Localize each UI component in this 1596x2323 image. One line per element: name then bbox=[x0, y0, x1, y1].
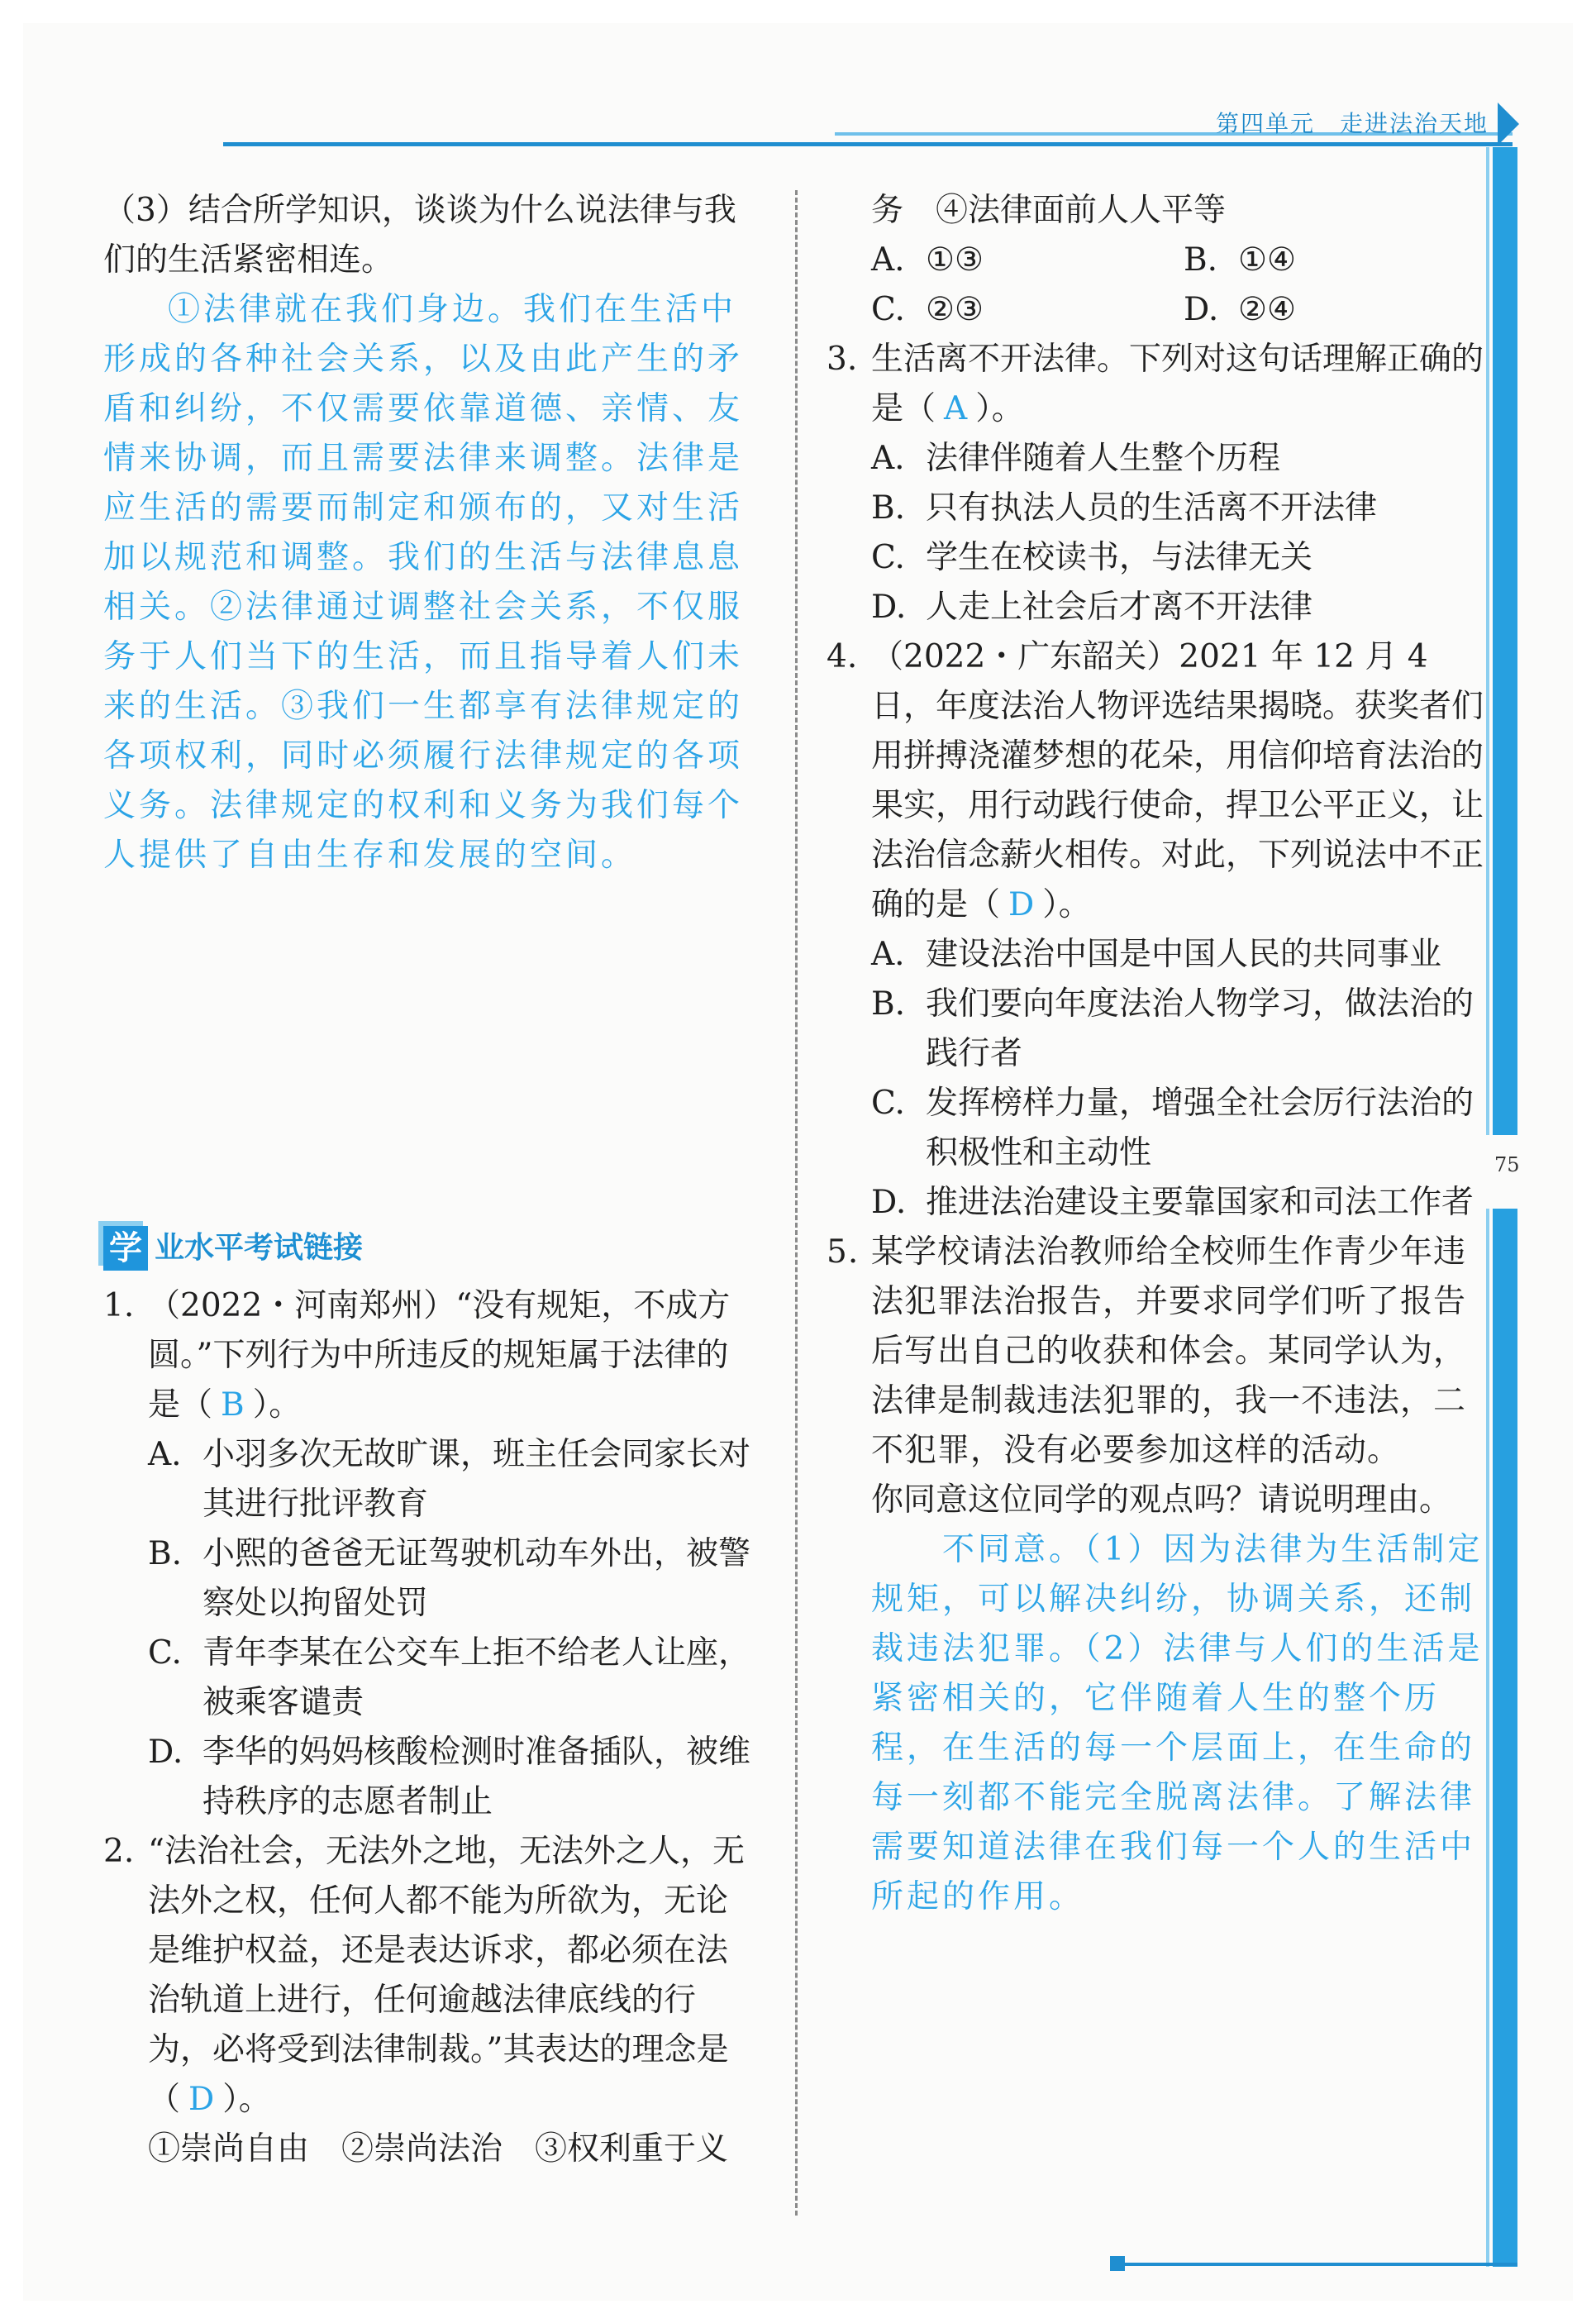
option: A. ①③ bbox=[871, 241, 984, 279]
side-bar bbox=[1493, 147, 1517, 1135]
question-3-answer: ①法律就在我们身边。我们在生活中形成的各种社会关系，以及由此产生的矛盾和纠纷，不仅需要依靠道德、亲情、友情来协调，而且需要法律来调整。法律是应生活的需要而制定和颁布的，又对生活加以规范和调整。我们的生活与法律息息相关。②法律通过调整社会关系，不仅服务于人们当下的生活，而且指导着人们未来的生活。③我们一生都享有法律规定的各项权利，同时必须履行法律规定的各项义务。法律规定的权利和义务为我们每个人提供了自由生存和发展的空间。 bbox=[103, 291, 744, 874]
question-5-prompt: 你同意这位同学的观点吗？请说明理由。 bbox=[871, 1481, 1452, 1519]
question-5-answer-wrap bbox=[827, 1525, 1496, 1922]
option-row bbox=[827, 236, 1496, 285]
option: A. 建设法治中国是中国人民的共同事业 bbox=[871, 936, 1442, 973]
right-column bbox=[827, 186, 1496, 1922]
option: B. 只有执法人员的生活离不开法律 bbox=[871, 489, 1378, 527]
header-arrow-icon bbox=[1498, 103, 1519, 145]
option: D. 推进法治建设主要靠国家和司法工作者 bbox=[871, 1184, 1475, 1221]
question-5-answer: 不同意。（1）因为法律为生活制定规矩，可以解决纠纷，协调关系，还制裁违法犯罪。（2）法律与人们的生活是紧密相关的，它伴随着人生的整个历程，在生活的每一个层面上，在生命的每一刻都不能完全脱离法律。了解法律需要知道法律在我们每一个人的生活中所起的作用。 bbox=[871, 1531, 1484, 1915]
question-5: 5. 某学校请法治教师给全校师生作青少年违法犯罪法治报告，并要求同学们听了报告后写出自己的收获和体会。某同学认为，法律是制裁违法犯罪的，我一不违法，二不犯罪，没有必要参加这样的活动。 bbox=[827, 1233, 1467, 1469]
answer-blank: B bbox=[221, 1386, 245, 1424]
option: C. ②③ bbox=[871, 291, 984, 328]
bottom-rule bbox=[1124, 2263, 1517, 2266]
question-2: 2. “法治社会，无法外之地，无法外之人，无法外之权，任何人都不能为所欲为，无论是维护权益，还是表达诉求，都必须在法治轨道上进行，任何逾越法律底线的行为，必将受到法律制裁。”其表达的理念是（ D ）。 bbox=[103, 1833, 745, 2118]
section-heading bbox=[103, 1224, 756, 1273]
option: A. 小羽多次无故旷课，班主任会同家长对其进行批评教育 bbox=[148, 1436, 751, 1523]
spacer bbox=[103, 880, 756, 1224]
option: B. 我们要向年度法治人物学习，做法治的践行者 bbox=[871, 985, 1475, 1072]
side-bar-lower bbox=[1493, 1209, 1517, 2267]
question-3-prompt: （3）结合所学知识，谈谈为什么说法律与我们的生活紧密相连。 bbox=[103, 192, 736, 279]
unit-title: 第四单元 走进法治天地 bbox=[1215, 110, 1489, 137]
section-badge: 学 bbox=[103, 1226, 148, 1271]
answer-blank: A bbox=[944, 390, 968, 427]
left-column bbox=[103, 186, 756, 2174]
question-4: 4. （2022・广东韶关）2021 年 12 月 4 日，年度法治人物评选结果揭晓。获奖者们用拼搏浇灌梦想的花朵，用信仰培育法治的果实，用行动践行使命，捍卫公平正义，让法治信念薪火相传。对此，下列说法中不正确的是（ D ）。 bbox=[827, 638, 1484, 923]
question-3: 3. 生活离不开法律。下列对这句话理解正确的是（ A ）。 bbox=[827, 341, 1484, 427]
option: C. 发挥榜样力量，增强全社会厉行法治的积极性和主动性 bbox=[871, 1085, 1475, 1171]
option: D. 李华的妈妈核酸检测时准备插队，被维持秩序的志愿者制止 bbox=[148, 1734, 751, 1820]
page-number: 75 bbox=[1494, 1153, 1520, 1176]
option: D. ②④ bbox=[1184, 291, 1296, 328]
answer-blank: D bbox=[188, 2081, 215, 2118]
option-row bbox=[827, 285, 1496, 335]
section-title: 业水平考试链接 bbox=[155, 1231, 364, 1265]
answer-blank: D bbox=[1008, 886, 1035, 923]
option: A. 法律伴随着人生整个历程 bbox=[871, 440, 1281, 477]
option: D. 人走上社会后才离不开法律 bbox=[871, 589, 1313, 626]
header-rule bbox=[223, 142, 1513, 146]
question-2-items-continued: 务 ④法律面前人人平等 bbox=[871, 192, 1227, 229]
column-divider bbox=[795, 190, 798, 2216]
option: C. 学生在校读书，与法律无关 bbox=[871, 539, 1313, 576]
option: B. ①④ bbox=[1184, 241, 1296, 279]
question-1: 1. （2022・河南郑州）“没有规矩，不成方圆。”下列行为中所违反的规矩属于法律的是（ B ）。 bbox=[103, 1287, 731, 1424]
option: C. 青年李某在公交车上拒不给老人让座，被乘客谴责 bbox=[148, 1634, 751, 1721]
bottom-square-icon bbox=[1110, 2256, 1125, 2271]
option: B. 小熙的爸爸无证驾驶机动车外出，被警察处以拘留处罚 bbox=[148, 1535, 751, 1622]
question-2-items: ①崇尚自由 ②崇尚法治 ③权利重于义 bbox=[148, 2130, 729, 2168]
